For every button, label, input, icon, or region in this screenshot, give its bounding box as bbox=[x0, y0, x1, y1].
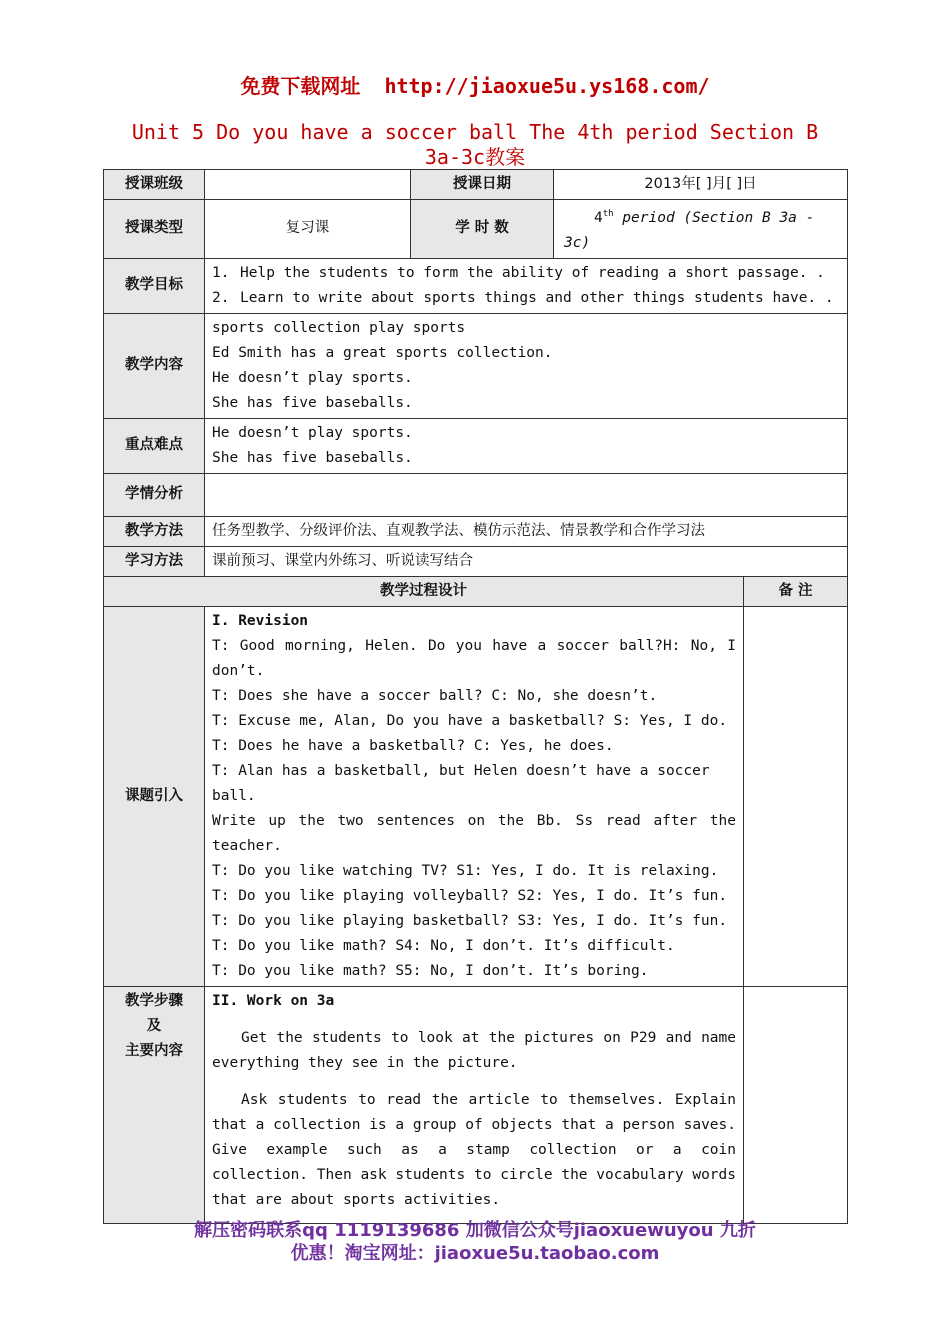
teaching-methods-value: 任务型教学、分级评价法、直观教学法、模仿示范法、情景教学和合作学习法 bbox=[205, 516, 848, 546]
steps-label-3: 主要内容 bbox=[125, 1042, 183, 1059]
document-title bbox=[0, 120, 950, 170]
analysis-value[interactable] bbox=[205, 473, 848, 516]
teaching-methods-label: 教学方法 bbox=[104, 516, 205, 546]
steps-label-1: 教学步骤 bbox=[125, 992, 183, 1009]
notes-header: 备 注 bbox=[744, 576, 848, 606]
goal-item bbox=[212, 261, 840, 286]
spacer bbox=[212, 1076, 736, 1088]
type-label: 授课类型 bbox=[104, 200, 205, 259]
intro-row bbox=[104, 606, 848, 986]
key-point-line: She has five baseballs. bbox=[212, 449, 413, 466]
info-row-2 bbox=[104, 200, 848, 259]
hours-label: 学 时 数 bbox=[411, 200, 554, 259]
intro-line: T: Do you like playing basketball? S3: Yes, I do. It’s fun. bbox=[212, 912, 728, 929]
content-line: sports collection play sports bbox=[212, 319, 466, 336]
goals-content bbox=[205, 258, 848, 313]
goal-num: 1. bbox=[212, 264, 230, 281]
intro-line: T: Good morning, Helen. Do you have a soccer ball?H: No, I bbox=[212, 637, 736, 654]
intro-notes[interactable] bbox=[744, 606, 848, 986]
intro-line: T: Do you like watching TV? S1: Yes, I do. It is relaxing. bbox=[212, 862, 719, 879]
steps-heading: II. Work on 3a bbox=[212, 992, 335, 1009]
process-header-row bbox=[104, 576, 848, 606]
hours-value bbox=[554, 200, 848, 259]
intro-line: T: Does he have a basketball? C: Yes, he does. bbox=[212, 737, 614, 754]
hours-rest: period (Section B 3a - bbox=[613, 209, 815, 226]
intro-line: teacher. bbox=[212, 837, 282, 854]
class-label: 授课班级 bbox=[104, 170, 205, 200]
intro-label: 课题引入 bbox=[104, 606, 205, 986]
learning-methods-label: 学习方法 bbox=[104, 546, 205, 576]
hours-sup: th bbox=[602, 209, 614, 219]
intro-heading: I. Revision bbox=[212, 612, 309, 629]
key-points-row bbox=[104, 418, 848, 473]
intro-line: Write up the two sentences on the Bb. Ss read after the bbox=[212, 812, 736, 829]
intro-line: T: Do you like math? S5: No, I don’t. It’s boring. bbox=[212, 962, 649, 979]
title-line-1: Unit 5 Do you have a soccer ball The 4th period Section B bbox=[131, 120, 819, 144]
key-points-cell bbox=[205, 418, 848, 473]
hours-line2: 3c) bbox=[564, 234, 591, 251]
footer-line-2: 优惠！淘宝网址：jiaoxue5u.taobao.com bbox=[290, 1243, 660, 1264]
intro-line: T: Excuse me, Alan, Do you have a basketball? S: Yes, I do. bbox=[212, 712, 728, 729]
site-header bbox=[0, 70, 950, 99]
teaching-methods-row bbox=[104, 516, 848, 546]
lesson-plan-table bbox=[103, 169, 848, 1224]
type-value: 复习课 bbox=[205, 200, 411, 259]
analysis-row bbox=[104, 473, 848, 516]
content-row bbox=[104, 313, 848, 418]
content-line: Ed Smith has a great sports collection. bbox=[212, 344, 553, 361]
intro-content bbox=[205, 606, 744, 986]
site-url-link[interactable]: http://jiaoxue5u.ys168.com/ bbox=[384, 74, 710, 98]
learning-methods-row bbox=[104, 546, 848, 576]
content-line: He doesn’t play sports. bbox=[212, 369, 413, 386]
key-point-line: He doesn’t play sports. bbox=[212, 424, 413, 441]
footer-line-1: 解压密码联系qq 1119139686 加微信公众号jiaoxuewuyou 九折 bbox=[194, 1220, 756, 1241]
title-line-2: 3a-3c教案 bbox=[424, 145, 526, 169]
goal-num: 2. bbox=[212, 289, 230, 306]
steps-para-1: Get the students to look at the pictures on P29 and name everything they see in the picture. bbox=[212, 1029, 736, 1071]
site-label: 免费下载网址 bbox=[240, 74, 361, 98]
spacer bbox=[212, 1014, 736, 1026]
process-design-header: 教学过程设计 bbox=[104, 576, 744, 606]
goal-text: Help the students to form the ability of reading a short passage. . bbox=[240, 264, 825, 281]
date-label: 授课日期 bbox=[411, 170, 554, 200]
content-cell bbox=[205, 313, 848, 418]
intro-line: T: Do you like math? S4: No, I don’t. It’s difficult. bbox=[212, 937, 675, 954]
steps-notes[interactable] bbox=[744, 986, 848, 1223]
steps-label-2: 及 bbox=[146, 1017, 162, 1034]
hours-num: 4 bbox=[594, 209, 603, 226]
intro-line: T: Do you like playing volleyball? S2: Yes, I do. It’s fun. bbox=[212, 887, 728, 904]
intro-line: T: Does she have a soccer ball? C: No, she doesn’t. bbox=[212, 687, 658, 704]
goal-item bbox=[212, 286, 840, 311]
steps-para-2: Ask students to read the article to themselves. Explain that a collection is a group of objects that a person saves. Give example such as a stamp collection or a coin collection. Then ask students to circle the vocabulary words that are about sports activities. bbox=[212, 1091, 736, 1208]
steps-row bbox=[104, 986, 848, 1223]
class-value[interactable] bbox=[205, 170, 411, 200]
content-line: She has five baseballs. bbox=[212, 394, 413, 411]
intro-line: T: Alan has a basketball, but Helen doesn’t have a soccer ball. bbox=[212, 762, 710, 804]
goals-label: 教学目标 bbox=[104, 258, 205, 313]
steps-content bbox=[205, 986, 744, 1223]
info-row-1 bbox=[104, 170, 848, 200]
key-points-label: 重点难点 bbox=[104, 418, 205, 473]
date-value[interactable]: 2013年[ ]月[ ]日 bbox=[554, 170, 848, 200]
intro-line: don’t. bbox=[212, 662, 265, 679]
analysis-label: 学情分析 bbox=[104, 473, 205, 516]
goals-row bbox=[104, 258, 848, 313]
content-label: 教学内容 bbox=[104, 313, 205, 418]
learning-methods-value: 课前预习、课堂内外练习、听说读写结合 bbox=[205, 546, 848, 576]
goal-text: Learn to write about sports things and other things students have. . bbox=[240, 289, 834, 306]
goals-list bbox=[212, 261, 840, 311]
steps-label bbox=[104, 986, 205, 1223]
